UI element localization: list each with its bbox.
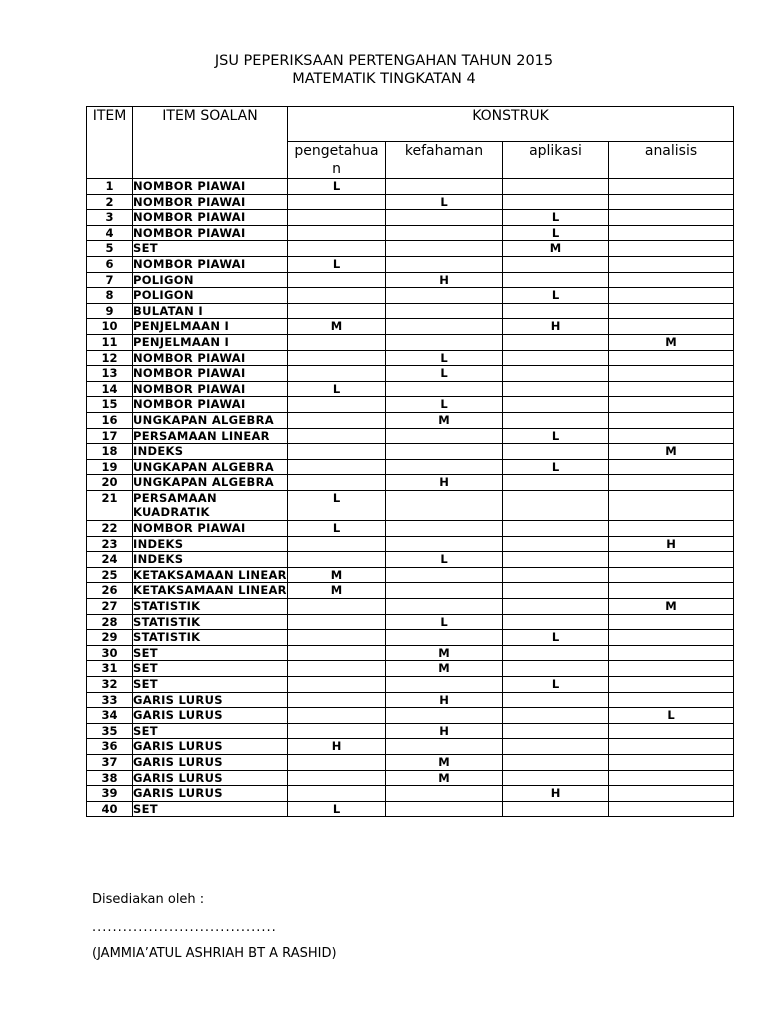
item-topic: SET — [133, 241, 288, 257]
cell-kefahaman — [386, 334, 503, 350]
cell-analisis — [609, 241, 734, 257]
cell-aplikasi: L — [503, 428, 609, 444]
cell-aplikasi: M — [503, 241, 609, 257]
cell-analisis — [609, 630, 734, 646]
cell-aplikasi — [503, 661, 609, 677]
cell-kefahaman — [386, 319, 503, 335]
cell-pengetahuan — [288, 334, 386, 350]
cell-kefahaman: L — [386, 350, 503, 366]
cell-analisis — [609, 428, 734, 444]
cell-pengetahuan: H — [288, 739, 386, 755]
cell-analisis: M — [609, 444, 734, 460]
item-topic: INDEKS — [133, 552, 288, 568]
table-row — [87, 645, 734, 661]
item-number: 16 — [87, 412, 133, 428]
cell-pengetahuan: L — [288, 381, 386, 397]
cell-aplikasi: L — [503, 225, 609, 241]
cell-aplikasi — [503, 692, 609, 708]
cell-pengetahuan — [288, 645, 386, 661]
cell-analisis — [609, 661, 734, 677]
item-topic: POLIGON — [133, 288, 288, 304]
cell-kefahaman — [386, 599, 503, 615]
cell-kefahaman — [386, 210, 503, 226]
cell-pengetahuan: M — [288, 583, 386, 599]
cell-analisis — [609, 475, 734, 491]
cell-aplikasi — [503, 552, 609, 568]
item-topic: NOMBOR PIAWAI — [133, 366, 288, 382]
cell-analisis — [609, 459, 734, 475]
item-number: 37 — [87, 754, 133, 770]
cell-analisis — [609, 303, 734, 319]
cell-aplikasi — [503, 303, 609, 319]
cell-pengetahuan — [288, 630, 386, 646]
item-topic: KETAKSAMAAN LINEAR — [133, 567, 287, 582]
item-topic: SET — [133, 677, 288, 693]
cell-kefahaman — [386, 567, 503, 583]
cell-pengetahuan — [288, 661, 386, 677]
table-row — [87, 225, 734, 241]
cell-aplikasi — [503, 801, 609, 817]
cell-kefahaman — [386, 677, 503, 693]
cell-analisis — [609, 645, 734, 661]
item-number: 18 — [87, 444, 133, 460]
item-topic: NOMBOR PIAWAI — [133, 381, 288, 397]
cell-pengetahuan — [288, 272, 386, 288]
item-number: 34 — [87, 708, 133, 724]
cell-kefahaman: H — [386, 475, 503, 491]
cell-pengetahuan — [288, 475, 386, 491]
table-row — [87, 397, 734, 413]
cell-aplikasi — [503, 583, 609, 599]
cell-pengetahuan — [288, 412, 386, 428]
cell-kefahaman: L — [386, 552, 503, 568]
cell-aplikasi — [503, 444, 609, 460]
item-topic: GARIS LURUS — [133, 786, 288, 802]
item-topic: PERSAMAAN LINEAR — [133, 428, 288, 444]
table-row — [87, 599, 734, 615]
cell-pengetahuan: M — [288, 567, 386, 583]
cell-kefahaman — [386, 381, 503, 397]
column-header-analisis: analisis — [609, 142, 734, 179]
cell-aplikasi — [503, 599, 609, 615]
cell-aplikasi — [503, 536, 609, 552]
cell-analisis — [609, 179, 734, 195]
table-row — [87, 366, 734, 382]
item-number: 10 — [87, 319, 133, 335]
cell-kefahaman — [386, 739, 503, 755]
item-number: 26 — [87, 583, 133, 599]
item-number: 6 — [87, 256, 133, 272]
table-row — [87, 677, 734, 693]
item-number: 15 — [87, 397, 133, 413]
cell-aplikasi: H — [503, 319, 609, 335]
cell-pengetahuan — [288, 428, 386, 444]
cell-kefahaman: H — [386, 272, 503, 288]
column-header-item: ITEM — [87, 107, 133, 179]
item-number: 40 — [87, 801, 133, 817]
cell-aplikasi: L — [503, 288, 609, 304]
table-row — [87, 583, 734, 599]
cell-analisis — [609, 567, 734, 583]
cell-pengetahuan — [288, 194, 386, 210]
jsu-table — [86, 106, 734, 817]
cell-analisis — [609, 194, 734, 210]
cell-aplikasi — [503, 397, 609, 413]
item-topic: UNGKAPAN ALGEBRA — [133, 412, 288, 428]
cell-pengetahuan — [288, 288, 386, 304]
item-topic: NOMBOR PIAWAI — [133, 225, 288, 241]
cell-kefahaman: H — [386, 692, 503, 708]
item-number: 4 — [87, 225, 133, 241]
item-number: 20 — [87, 475, 133, 491]
cell-aplikasi: L — [503, 677, 609, 693]
document-title: JSU PEPERIKSAAN PERTENGAHAN TAHUN 2015 — [214, 53, 554, 69]
cell-aplikasi — [503, 179, 609, 195]
cell-pengetahuan — [288, 536, 386, 552]
item-number: 36 — [87, 739, 133, 755]
item-topic: PENJELMAAN I — [133, 319, 288, 335]
table-row — [87, 661, 734, 677]
cell-aplikasi — [503, 723, 609, 739]
cell-analisis — [609, 521, 734, 537]
item-number: 3 — [87, 210, 133, 226]
cell-pengetahuan: L — [288, 801, 386, 817]
cell-pengetahuan — [288, 459, 386, 475]
table-row — [87, 552, 734, 568]
item-topic: SET — [133, 661, 288, 677]
item-topic: NOMBOR PIAWAI — [133, 194, 288, 210]
cell-pengetahuan — [288, 692, 386, 708]
table-row — [87, 536, 734, 552]
preparer-name: (JAMMIA’ATUL ASHRIAH BT A RASHID) — [92, 946, 337, 961]
cell-pengetahuan — [288, 241, 386, 257]
cell-analisis — [609, 552, 734, 568]
cell-kefahaman — [386, 256, 503, 272]
cell-pengetahuan: L — [288, 490, 386, 520]
item-topic: PENJELMAAN I — [133, 334, 288, 350]
table-row — [87, 614, 734, 630]
cell-analisis — [609, 614, 734, 630]
table-row — [87, 288, 734, 304]
item-number: 22 — [87, 521, 133, 537]
item-number: 13 — [87, 366, 133, 382]
item-topic: SET — [133, 645, 288, 661]
cell-pengetahuan — [288, 614, 386, 630]
cell-aplikasi — [503, 614, 609, 630]
cell-aplikasi — [503, 645, 609, 661]
item-topic: NOMBOR PIAWAI — [133, 521, 288, 537]
item-topic: SET — [133, 801, 288, 817]
cell-analisis — [609, 770, 734, 786]
cell-analisis — [609, 366, 734, 382]
item-topic: GARIS LURUS — [133, 739, 288, 755]
item-number: 38 — [87, 770, 133, 786]
cell-pengetahuan — [288, 366, 386, 382]
cell-kefahaman — [386, 179, 503, 195]
item-number: 31 — [87, 661, 133, 677]
item-topic: GARIS LURUS — [133, 770, 288, 786]
item-number: 27 — [87, 599, 133, 615]
cell-analisis — [609, 786, 734, 802]
item-number: 28 — [87, 614, 133, 630]
item-number: 7 — [87, 272, 133, 288]
cell-kefahaman — [386, 444, 503, 460]
item-number: 21 — [87, 490, 133, 520]
cell-pengetahuan — [288, 552, 386, 568]
item-number: 24 — [87, 552, 133, 568]
item-number: 35 — [87, 723, 133, 739]
cell-kefahaman — [386, 303, 503, 319]
cell-analisis — [609, 397, 734, 413]
table-row — [87, 350, 734, 366]
cell-pengetahuan: L — [288, 256, 386, 272]
cell-analisis — [609, 256, 734, 272]
item-topic: SET — [133, 723, 288, 739]
cell-aplikasi — [503, 490, 609, 520]
cell-aplikasi — [503, 412, 609, 428]
item-number: 8 — [87, 288, 133, 304]
cell-aplikasi — [503, 770, 609, 786]
cell-kefahaman — [386, 708, 503, 724]
cell-kefahaman — [386, 801, 503, 817]
cell-kefahaman: L — [386, 366, 503, 382]
table-row — [87, 521, 734, 537]
cell-kefahaman: M — [386, 412, 503, 428]
cell-analisis: L — [609, 708, 734, 724]
item-topic: UNGKAPAN ALGEBRA — [133, 475, 288, 491]
item-topic: INDEKS — [133, 536, 288, 552]
column-header-kefahaman: kefahaman — [386, 142, 503, 179]
item-number: 25 — [87, 567, 133, 583]
cell-analisis — [609, 692, 734, 708]
table-row — [87, 319, 734, 335]
table-row — [87, 708, 734, 724]
cell-pengetahuan — [288, 350, 386, 366]
table-row — [87, 630, 734, 646]
item-number: 12 — [87, 350, 133, 366]
cell-aplikasi: L — [503, 210, 609, 226]
cell-aplikasi — [503, 272, 609, 288]
cell-analisis — [609, 272, 734, 288]
cell-pengetahuan: L — [288, 521, 386, 537]
cell-analisis — [609, 801, 734, 817]
table-row — [87, 444, 734, 460]
table-row — [87, 428, 734, 444]
item-topic: UNGKAPAN ALGEBRA — [133, 459, 288, 475]
column-header-item-soalan: ITEM SOALAN — [133, 107, 288, 179]
prepared-by-label: Disediakan oleh : — [92, 892, 205, 907]
table-row — [87, 179, 734, 195]
cell-aplikasi — [503, 475, 609, 491]
cell-kefahaman — [386, 630, 503, 646]
cell-analisis — [609, 677, 734, 693]
cell-pengetahuan: M — [288, 319, 386, 335]
cell-pengetahuan — [288, 210, 386, 226]
cell-analisis — [609, 754, 734, 770]
item-topic: POLIGON — [133, 272, 288, 288]
cell-aplikasi — [503, 366, 609, 382]
cell-aplikasi — [503, 334, 609, 350]
cell-pengetahuan — [288, 303, 386, 319]
cell-kefahaman: M — [386, 645, 503, 661]
table-row — [87, 210, 734, 226]
item-number: 2 — [87, 194, 133, 210]
signature-line: .................................... — [92, 920, 277, 935]
column-header-pengetahuan: pengetahuan — [288, 142, 386, 179]
cell-pengetahuan — [288, 677, 386, 693]
item-topic: STATISTIK — [133, 630, 288, 646]
cell-kefahaman — [386, 583, 503, 599]
item-number: 19 — [87, 459, 133, 475]
cell-analisis — [609, 210, 734, 226]
cell-aplikasi — [503, 521, 609, 537]
item-topic: NOMBOR PIAWAI — [133, 256, 288, 272]
item-number: 39 — [87, 786, 133, 802]
document-subtitle: MATEMATIK TINGKATAN 4 — [292, 71, 476, 87]
cell-aplikasi — [503, 708, 609, 724]
cell-pengetahuan — [288, 397, 386, 413]
table-row — [87, 723, 734, 739]
cell-kefahaman: M — [386, 661, 503, 677]
cell-analisis — [609, 319, 734, 335]
item-topic: NOMBOR PIAWAI — [133, 210, 288, 226]
cell-kefahaman — [386, 786, 503, 802]
column-header-konstruk: KONSTRUK — [288, 107, 734, 142]
table-row — [87, 801, 734, 817]
cell-kefahaman — [386, 241, 503, 257]
cell-pengetahuan — [288, 770, 386, 786]
item-number: 33 — [87, 692, 133, 708]
table-row — [87, 754, 734, 770]
cell-kefahaman — [386, 428, 503, 444]
cell-aplikasi — [503, 350, 609, 366]
table-row — [87, 692, 734, 708]
table-body — [87, 179, 734, 817]
cell-kefahaman: M — [386, 770, 503, 786]
table-row — [87, 459, 734, 475]
cell-aplikasi — [503, 567, 609, 583]
cell-analisis — [609, 583, 734, 599]
item-topic: GARIS LURUS — [133, 692, 288, 708]
cell-kefahaman — [386, 536, 503, 552]
cell-analisis — [609, 225, 734, 241]
cell-kefahaman — [386, 288, 503, 304]
cell-pengetahuan: L — [288, 179, 386, 195]
table-row — [87, 567, 734, 583]
table-row — [87, 412, 734, 428]
cell-pengetahuan — [288, 225, 386, 241]
cell-kefahaman — [386, 225, 503, 241]
item-topic: INDEKS — [133, 444, 288, 460]
cell-kefahaman — [386, 459, 503, 475]
item-number: 9 — [87, 303, 133, 319]
table-row — [87, 241, 734, 257]
cell-analisis — [609, 490, 734, 520]
item-number: 30 — [87, 645, 133, 661]
item-topic: NOMBOR PIAWAI — [133, 350, 288, 366]
cell-aplikasi: L — [503, 630, 609, 646]
item-number: 32 — [87, 677, 133, 693]
cell-pengetahuan — [288, 708, 386, 724]
cell-analisis — [609, 350, 734, 366]
cell-aplikasi — [503, 739, 609, 755]
cell-aplikasi — [503, 194, 609, 210]
cell-analisis: H — [609, 536, 734, 552]
item-topic: GARIS LURUS — [133, 708, 288, 724]
column-header-aplikasi: aplikasi — [503, 142, 609, 179]
cell-pengetahuan — [288, 754, 386, 770]
cell-kefahaman: M — [386, 754, 503, 770]
item-number: 23 — [87, 536, 133, 552]
table-row — [87, 334, 734, 350]
table-row — [87, 194, 734, 210]
table-row — [87, 770, 734, 786]
table-row — [87, 381, 734, 397]
cell-aplikasi — [503, 754, 609, 770]
item-number: 17 — [87, 428, 133, 444]
table-row — [87, 786, 734, 802]
item-topic: NOMBOR PIAWAI — [133, 179, 288, 195]
cell-analisis — [609, 288, 734, 304]
table-row — [87, 272, 734, 288]
item-topic: KETAKSAMAAN LINEAR — [133, 583, 287, 598]
item-number: 29 — [87, 630, 133, 646]
cell-pengetahuan — [288, 444, 386, 460]
item-topic: PERSAMAAN KUADRATIK — [133, 490, 288, 520]
item-number: 1 — [87, 179, 133, 195]
cell-pengetahuan — [288, 723, 386, 739]
cell-aplikasi: H — [503, 786, 609, 802]
cell-pengetahuan — [288, 599, 386, 615]
item-topic: STATISTIK — [133, 614, 288, 630]
cell-kefahaman — [386, 521, 503, 537]
cell-analisis: M — [609, 334, 734, 350]
table-row — [87, 303, 734, 319]
item-number: 5 — [87, 241, 133, 257]
cell-analisis — [609, 739, 734, 755]
cell-pengetahuan — [288, 786, 386, 802]
item-topic: GARIS LURUS — [133, 754, 288, 770]
table-row — [87, 256, 734, 272]
cell-analisis: M — [609, 599, 734, 615]
table-row — [87, 739, 734, 755]
cell-kefahaman: L — [386, 614, 503, 630]
cell-kefahaman — [386, 490, 503, 520]
cell-aplikasi — [503, 381, 609, 397]
item-topic: BULATAN I — [133, 303, 288, 319]
table-row — [87, 475, 734, 491]
cell-analisis — [609, 723, 734, 739]
item-topic: STATISTIK — [133, 599, 288, 615]
cell-analisis — [609, 381, 734, 397]
item-number: 14 — [87, 381, 133, 397]
item-topic: NOMBOR PIAWAI — [133, 397, 288, 413]
cell-kefahaman: L — [386, 397, 503, 413]
cell-kefahaman: H — [386, 723, 503, 739]
cell-aplikasi — [503, 256, 609, 272]
item-number: 11 — [87, 334, 133, 350]
cell-kefahaman: L — [386, 194, 503, 210]
table-row — [87, 490, 734, 520]
cell-aplikasi: L — [503, 459, 609, 475]
cell-analisis — [609, 412, 734, 428]
